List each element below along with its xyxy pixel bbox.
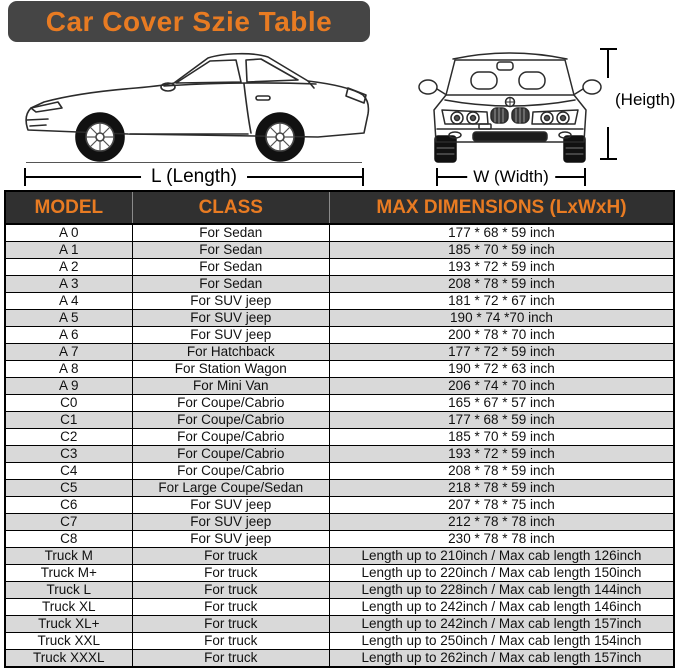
- cell-class: For Sedan: [132, 224, 329, 242]
- cell-class: For SUV jeep: [132, 531, 329, 548]
- cell-dimensions: 190 * 74 *70 inch: [329, 310, 674, 327]
- cell-class: For truck: [132, 548, 329, 565]
- cell-model: A 2: [5, 259, 132, 276]
- cell-class: For SUV jeep: [132, 293, 329, 310]
- length-dimension-tick-left: [24, 168, 26, 186]
- cell-model: Truck L: [5, 582, 132, 599]
- cell-class: For truck: [132, 565, 329, 582]
- cell-dimensions: 177 * 68 * 59 inch: [329, 412, 674, 429]
- cell-model: A 1: [5, 242, 132, 259]
- cell-dimensions: Length up to 242inch / Max cab length 146inch: [329, 599, 674, 616]
- cell-class: For Coupe/Cabrio: [132, 429, 329, 446]
- cell-model: C2: [5, 429, 132, 446]
- table-row: [5, 548, 674, 565]
- cell-dimensions: Length up to 250inch / Max cab length 154inch: [329, 633, 674, 650]
- cell-model: A 3: [5, 276, 132, 293]
- cell-model: C4: [5, 463, 132, 480]
- height-dimension-line-top: [607, 48, 609, 78]
- cell-dimensions: Length up to 220inch / Max cab length 150inch: [329, 565, 674, 582]
- cell-class: For SUV jeep: [132, 310, 329, 327]
- cell-model: A 5: [5, 310, 132, 327]
- length-label: L (Length): [141, 166, 247, 188]
- table-row: [5, 480, 674, 497]
- cell-model: A 8: [5, 361, 132, 378]
- height-label: (Heigth): [615, 90, 676, 109]
- cell-model: C3: [5, 446, 132, 463]
- table-row: [5, 327, 674, 344]
- cell-model: Truck M: [5, 548, 132, 565]
- cell-dimensions: 177 * 68 * 59 inch: [329, 224, 674, 242]
- table-row: [5, 293, 674, 310]
- cell-model: Truck XL: [5, 599, 132, 616]
- cell-model: Truck M+: [5, 565, 132, 582]
- cell-class: For truck: [132, 650, 329, 668]
- cell-model: Truck XXXL: [5, 650, 132, 668]
- cell-class: For Coupe/Cabrio: [132, 412, 329, 429]
- header-class: CLASS: [132, 191, 329, 224]
- height-dimension-line-bottom: [607, 127, 609, 159]
- cell-dimensions: 185 * 70 * 59 inch: [329, 429, 674, 446]
- header-dimensions: MAX DIMENSIONS (LxWxH): [329, 191, 674, 224]
- width-label: W (Width): [467, 167, 555, 187]
- cell-dimensions: 193 * 72 * 59 inch: [329, 446, 674, 463]
- table-row: [5, 446, 674, 463]
- table-row: [5, 582, 674, 599]
- cell-dimensions: 193 * 72 * 59 inch: [329, 259, 674, 276]
- cell-model: Truck XL+: [5, 616, 132, 633]
- cell-model: A 4: [5, 293, 132, 310]
- size-table-header: [5, 191, 674, 224]
- cell-dimensions: 212 * 78 * 78 inch: [329, 514, 674, 531]
- cell-model: A 0: [5, 224, 132, 242]
- ground-line: [26, 162, 362, 163]
- cell-dimensions: 200 * 78 * 70 inch: [329, 327, 674, 344]
- car-front-view-image: [415, 42, 605, 164]
- cell-dimensions: Length up to 242inch / Max cab length 157inch: [329, 616, 674, 633]
- cell-model: C1: [5, 412, 132, 429]
- cell-dimensions: 185 * 70 * 59 inch: [329, 242, 674, 259]
- table-row: [5, 344, 674, 361]
- cell-model: Truck XXL: [5, 633, 132, 650]
- cell-dimensions: 190 * 72 * 63 inch: [329, 361, 674, 378]
- cell-class: For Sedan: [132, 259, 329, 276]
- table-row: [5, 514, 674, 531]
- cell-dimensions: 208 * 78 * 59 inch: [329, 463, 674, 480]
- cell-dimensions: Length up to 262inch / Max cab length 157inch: [329, 650, 674, 668]
- cell-dimensions: 165 * 67 * 57 inch: [329, 395, 674, 412]
- cell-dimensions: 181 * 72 * 67 inch: [329, 293, 674, 310]
- cell-class: For Large Coupe/Sedan: [132, 480, 329, 497]
- table-row: [5, 633, 674, 650]
- cell-class: For Coupe/Cabrio: [132, 446, 329, 463]
- table-row: [5, 310, 674, 327]
- cell-model: C8: [5, 531, 132, 548]
- width-dimension: [436, 168, 586, 186]
- cell-dimensions: 177 * 72 * 59 inch: [329, 344, 674, 361]
- table-row: [5, 276, 674, 293]
- cell-model: C0: [5, 395, 132, 412]
- cell-class: For SUV jeep: [132, 327, 329, 344]
- cell-class: For Station Wagon: [132, 361, 329, 378]
- width-dimension-tick-right: [584, 168, 586, 186]
- cell-model: C7: [5, 514, 132, 531]
- header-row: [5, 191, 674, 224]
- header-model: MODEL: [5, 191, 132, 224]
- table-row: [5, 599, 674, 616]
- car-side-view-image: [18, 46, 378, 166]
- cell-class: For SUV jeep: [132, 514, 329, 531]
- table-row: [5, 650, 674, 668]
- width-dimension-tick-left: [436, 168, 438, 186]
- length-dimension: [24, 168, 364, 186]
- length-dimension-tick-right: [362, 168, 364, 186]
- cell-model: A 7: [5, 344, 132, 361]
- cell-class: For truck: [132, 582, 329, 599]
- table-row: [5, 378, 674, 395]
- height-dimension-tick-bottom: [600, 158, 617, 160]
- cell-class: For Sedan: [132, 276, 329, 293]
- cell-class: For Coupe/Cabrio: [132, 395, 329, 412]
- cell-model: A 9: [5, 378, 132, 395]
- page-title: Car Cover Szie Table: [45, 5, 333, 37]
- cell-dimensions: 206 * 74 * 70 inch: [329, 378, 674, 395]
- table-row: [5, 429, 674, 446]
- cell-model: A 6: [5, 327, 132, 344]
- cell-class: For Sedan: [132, 242, 329, 259]
- size-table-body: [5, 224, 674, 667]
- cell-class: For truck: [132, 599, 329, 616]
- cell-model: C6: [5, 497, 132, 514]
- cell-dimensions: 208 * 78 * 59 inch: [329, 276, 674, 293]
- table-row: [5, 497, 674, 514]
- table-row: [5, 531, 674, 548]
- table-row: [5, 224, 674, 242]
- cell-class: For truck: [132, 633, 329, 650]
- table-row: [5, 565, 674, 582]
- table-row: [5, 259, 674, 276]
- table-row: [5, 242, 674, 259]
- table-row: [5, 463, 674, 480]
- size-table: [4, 190, 675, 668]
- cell-dimensions: 230 * 78 * 78 inch: [329, 531, 674, 548]
- table-row: [5, 361, 674, 378]
- cell-dimensions: 207 * 78 * 75 inch: [329, 497, 674, 514]
- cell-class: For SUV jeep: [132, 497, 329, 514]
- cell-class: For Mini Van: [132, 378, 329, 395]
- cell-class: For truck: [132, 616, 329, 633]
- table-row: [5, 412, 674, 429]
- cell-class: For Coupe/Cabrio: [132, 463, 329, 480]
- table-row: [5, 616, 674, 633]
- cell-model: C5: [5, 480, 132, 497]
- table-row: [5, 395, 674, 412]
- cell-dimensions: Length up to 210inch / Max cab length 126inch: [329, 548, 674, 565]
- title-banner: [8, 1, 370, 42]
- cell-dimensions: Length up to 228inch / Max cab length 144inch: [329, 582, 674, 599]
- cell-class: For Hatchback: [132, 344, 329, 361]
- cell-dimensions: 218 * 78 * 59 inch: [329, 480, 674, 497]
